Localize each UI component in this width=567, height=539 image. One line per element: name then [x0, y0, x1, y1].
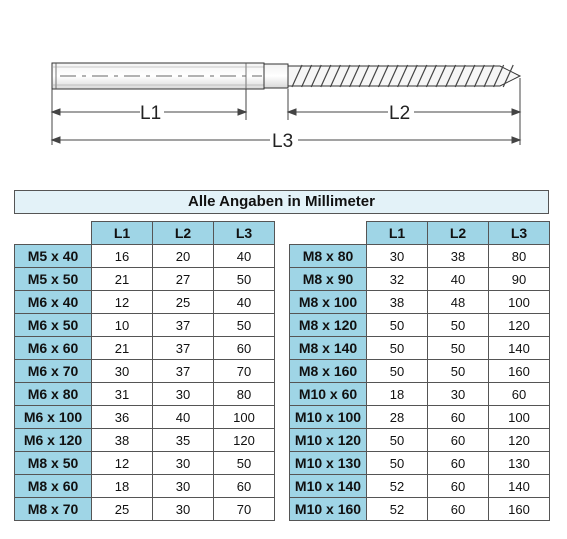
header-l2: L2	[153, 222, 214, 245]
cell-l2: 25	[153, 291, 214, 314]
cell-l3: 90	[489, 268, 550, 291]
cell-l1: 30	[92, 360, 153, 383]
size-cell: M10 x 100	[290, 406, 367, 429]
cell-l1: 50	[367, 360, 428, 383]
size-cell: M6 x 50	[15, 314, 92, 337]
table-row	[290, 268, 550, 291]
dimensions-table-left	[14, 221, 275, 521]
label-l3: L3	[272, 131, 294, 152]
table-row	[290, 337, 550, 360]
header-corner	[290, 222, 367, 245]
cell-l1: 28	[367, 406, 428, 429]
header-l2: L2	[428, 222, 489, 245]
size-cell: M10 x 160	[290, 498, 367, 521]
size-cell: M6 x 80	[15, 383, 92, 406]
table-row	[290, 429, 550, 452]
cell-l1: 50	[367, 429, 428, 452]
cell-l3: 60	[489, 383, 550, 406]
table-row	[15, 429, 275, 452]
cell-l3: 120	[489, 314, 550, 337]
cell-l3: 60	[214, 337, 275, 360]
table-row	[290, 291, 550, 314]
cell-l1: 18	[92, 475, 153, 498]
cell-l2: 60	[428, 475, 489, 498]
table-row	[15, 360, 275, 383]
cell-l3: 40	[214, 291, 275, 314]
cell-l3: 140	[489, 475, 550, 498]
cell-l3: 100	[214, 406, 275, 429]
table-header-row	[15, 222, 275, 245]
size-cell: M5 x 40	[15, 245, 92, 268]
table-row	[290, 245, 550, 268]
table-row	[290, 383, 550, 406]
cell-l2: 30	[153, 383, 214, 406]
size-cell: M6 x 120	[15, 429, 92, 452]
size-cell: M8 x 100	[290, 291, 367, 314]
cell-l1: 25	[92, 498, 153, 521]
cell-l1: 38	[367, 291, 428, 314]
screw-drawing	[0, 0, 567, 180]
shank	[264, 64, 288, 88]
size-cell: M6 x 60	[15, 337, 92, 360]
cell-l1: 31	[92, 383, 153, 406]
cell-l2: 48	[428, 291, 489, 314]
cell-l1: 50	[367, 314, 428, 337]
table-row	[290, 498, 550, 521]
cell-l2: 37	[153, 337, 214, 360]
table-row	[15, 383, 275, 406]
cell-l2: 37	[153, 314, 214, 337]
table-row	[290, 314, 550, 337]
cell-l3: 80	[214, 383, 275, 406]
table-row	[15, 498, 275, 521]
cell-l2: 30	[428, 383, 489, 406]
size-cell: M8 x 120	[290, 314, 367, 337]
cell-l3: 160	[489, 360, 550, 383]
size-cell: M10 x 60	[290, 383, 367, 406]
size-cell: M8 x 80	[290, 245, 367, 268]
size-cell: M6 x 100	[15, 406, 92, 429]
cell-l3: 70	[214, 360, 275, 383]
size-cell: M10 x 120	[290, 429, 367, 452]
cell-l3: 80	[489, 245, 550, 268]
table-row	[15, 475, 275, 498]
cell-l2: 50	[428, 360, 489, 383]
cell-l1: 50	[367, 452, 428, 475]
size-cell: M8 x 160	[290, 360, 367, 383]
header-corner	[15, 222, 92, 245]
cell-l2: 40	[428, 268, 489, 291]
table-header-row	[290, 222, 550, 245]
cell-l3: 50	[214, 452, 275, 475]
cell-l1: 10	[92, 314, 153, 337]
cell-l3: 60	[214, 475, 275, 498]
cell-l3: 120	[214, 429, 275, 452]
header-l1: L1	[92, 222, 153, 245]
cell-l1: 12	[92, 291, 153, 314]
cell-l1: 32	[367, 268, 428, 291]
label-l1: L1	[140, 103, 162, 124]
cell-l3: 120	[489, 429, 550, 452]
cell-l2: 20	[153, 245, 214, 268]
table-row	[290, 406, 550, 429]
size-cell: M8 x 60	[15, 475, 92, 498]
size-cell: M6 x 40	[15, 291, 92, 314]
dimensions-table-right	[289, 221, 550, 521]
size-cell: M8 x 70	[15, 498, 92, 521]
table-row	[290, 475, 550, 498]
table-row	[15, 406, 275, 429]
size-cell: M5 x 50	[15, 268, 92, 291]
cell-l1: 50	[367, 337, 428, 360]
cell-l3: 130	[489, 452, 550, 475]
cell-l3: 140	[489, 337, 550, 360]
size-cell: M10 x 140	[290, 475, 367, 498]
cell-l3: 40	[214, 245, 275, 268]
table-row	[15, 314, 275, 337]
cell-l2: 50	[428, 337, 489, 360]
cell-l1: 21	[92, 337, 153, 360]
cell-l1: 16	[92, 245, 153, 268]
cell-l1: 36	[92, 406, 153, 429]
size-cell: M8 x 90	[290, 268, 367, 291]
cell-l2: 27	[153, 268, 214, 291]
cell-l3: 100	[489, 291, 550, 314]
cell-l1: 30	[367, 245, 428, 268]
cell-l2: 30	[153, 452, 214, 475]
cell-l1: 52	[367, 498, 428, 521]
table-row	[15, 337, 275, 360]
size-cell: M6 x 70	[15, 360, 92, 383]
cell-l1: 38	[92, 429, 153, 452]
size-cell: M8 x 140	[290, 337, 367, 360]
cell-l2: 37	[153, 360, 214, 383]
cell-l2: 60	[428, 452, 489, 475]
cell-l2: 50	[428, 314, 489, 337]
table-row	[290, 452, 550, 475]
cell-l3: 50	[214, 268, 275, 291]
cell-l2: 60	[428, 429, 489, 452]
size-cell: M10 x 130	[290, 452, 367, 475]
cell-l1: 52	[367, 475, 428, 498]
table-row	[15, 245, 275, 268]
metric-thread-section	[52, 63, 264, 89]
header-l3: L3	[214, 222, 275, 245]
cell-l2: 60	[428, 498, 489, 521]
header-l1: L1	[367, 222, 428, 245]
cell-l2: 38	[428, 245, 489, 268]
cell-l2: 30	[153, 498, 214, 521]
size-cell: M8 x 50	[15, 452, 92, 475]
table-row	[15, 452, 275, 475]
cell-l3: 160	[489, 498, 550, 521]
cell-l2: 60	[428, 406, 489, 429]
cell-l2: 35	[153, 429, 214, 452]
label-l2: L2	[389, 103, 411, 124]
table-row	[15, 268, 275, 291]
cell-l2: 30	[153, 475, 214, 498]
cell-l1: 21	[92, 268, 153, 291]
cell-l2: 40	[153, 406, 214, 429]
cell-l3: 50	[214, 314, 275, 337]
wood-thread-section	[288, 65, 520, 87]
cell-l1: 12	[92, 452, 153, 475]
table-title: Alle Angaben in Millimeter	[14, 190, 549, 214]
cell-l1: 18	[367, 383, 428, 406]
cell-l3: 70	[214, 498, 275, 521]
table-row	[290, 360, 550, 383]
header-l3: L3	[489, 222, 550, 245]
table-row	[15, 291, 275, 314]
cell-l3: 100	[489, 406, 550, 429]
